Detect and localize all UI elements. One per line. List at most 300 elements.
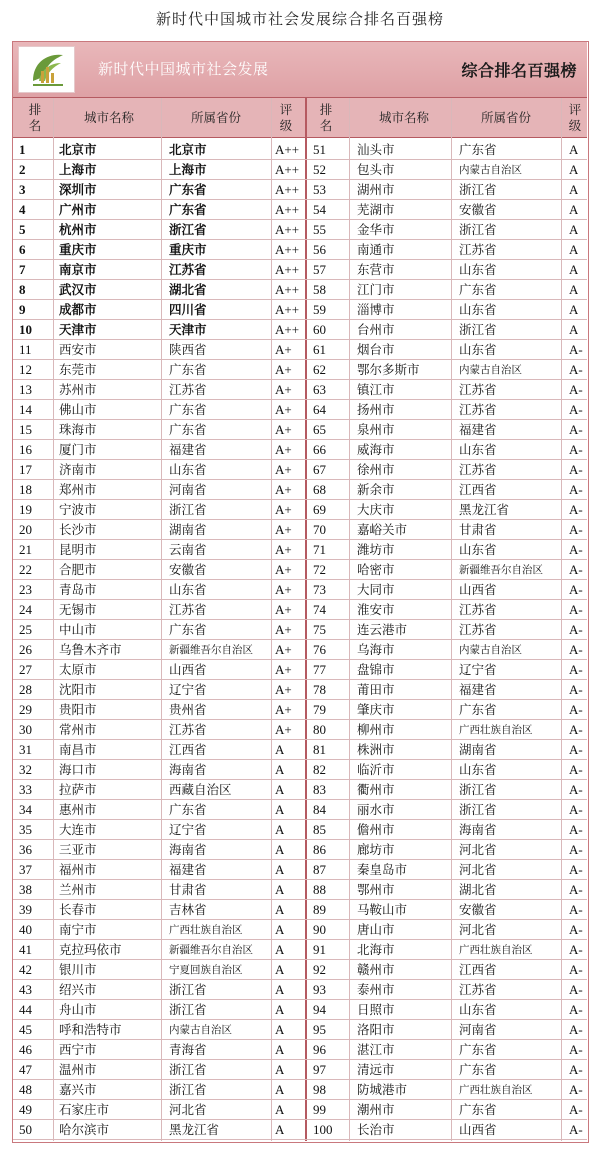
table-row: [13, 740, 587, 760]
rank-cell: 78: [313, 682, 326, 697]
province-cell: 广东省: [459, 142, 497, 157]
city-cell: 苏州市: [59, 382, 97, 397]
rank-cell: 38: [19, 882, 32, 897]
grade-cell: A: [275, 1082, 285, 1097]
city-cell: 临沂市: [357, 762, 395, 777]
grade-cell: A-: [569, 442, 583, 457]
province-cell: 宁夏回族自治区: [169, 964, 243, 976]
grade-cell: A-: [569, 762, 583, 777]
province-cell: 浙江省: [169, 1082, 207, 1097]
grade-cell: A-: [569, 882, 583, 897]
city-cell: 潍坊市: [357, 542, 395, 557]
table-row: [13, 360, 587, 380]
grade-cell: A++: [275, 322, 300, 337]
city-cell: 兰州市: [59, 882, 97, 897]
banner-left-title: 新时代中国城市社会发展: [98, 60, 269, 78]
rank-cell: 30: [19, 722, 32, 737]
rank-cell: 16: [19, 442, 32, 457]
table-body: [13, 140, 587, 1141]
city-cell: 乌海市: [357, 642, 395, 657]
rank-cell: 42: [19, 962, 32, 977]
grade-cell: A+: [275, 582, 292, 597]
rank-cell: 4: [19, 202, 26, 217]
city-cell: 绍兴市: [59, 982, 97, 997]
table-row: [13, 800, 587, 820]
rank-cell: 54: [313, 202, 326, 217]
grade-cell: A+: [275, 482, 292, 497]
province-cell: 江西省: [459, 482, 497, 497]
province-cell: 陕西省: [169, 342, 207, 357]
grade-cell: A: [569, 282, 579, 297]
rank-cell: 100: [313, 1122, 333, 1137]
city-cell: 贵阳市: [59, 702, 97, 717]
table-row: [13, 880, 587, 900]
province-cell: 广西壮族自治区: [459, 724, 533, 736]
city-cell: 大庆市: [357, 502, 395, 517]
grade-cell: A-: [569, 362, 583, 377]
grade-cell: A: [275, 882, 285, 897]
table-row: [13, 320, 587, 340]
rank-cell: 98: [313, 1082, 326, 1097]
city-cell: 昆明市: [59, 542, 97, 557]
logo-emblem-icon: [19, 47, 76, 94]
province-cell: 广东省: [169, 182, 207, 197]
province-cell: 浙江省: [169, 982, 207, 997]
grade-cell: A-: [569, 782, 583, 797]
city-cell: 上海市: [59, 162, 97, 177]
rank-cell: 47: [19, 1062, 32, 1077]
city-cell: 佛山市: [59, 402, 97, 417]
rank-cell: 85: [313, 822, 326, 837]
table-row: [13, 960, 587, 980]
grade-cell: A: [569, 222, 579, 237]
grade-cell: A-: [569, 722, 583, 737]
province-cell: 江苏省: [459, 382, 497, 397]
rank-cell: 33: [19, 782, 32, 797]
table-row: [13, 400, 587, 420]
province-cell: 浙江省: [169, 502, 207, 517]
rank-cell: 60: [313, 322, 326, 337]
province-cell: 海南省: [169, 762, 207, 777]
province-cell: 山西省: [459, 1122, 497, 1137]
rank-cell: 55: [313, 222, 326, 237]
province-cell: 上海市: [169, 162, 207, 177]
grade-cell: A+: [275, 642, 292, 657]
header-city: 城市名称: [83, 110, 134, 125]
province-cell: 广东省: [169, 802, 207, 817]
table-row: [13, 780, 587, 800]
rank-cell: 36: [19, 842, 32, 857]
grade-cell: A: [275, 1002, 285, 1017]
city-cell: 深圳市: [59, 182, 97, 197]
table-row: [13, 1060, 587, 1080]
province-cell: 广东省: [459, 1062, 497, 1077]
rank-cell: 45: [19, 1022, 32, 1037]
province-cell: 新疆维吾尔自治区: [169, 944, 253, 956]
rank-cell: 69: [313, 502, 326, 517]
city-cell: 连云港市: [357, 622, 408, 637]
rank-cell: 14: [19, 402, 32, 417]
city-cell: 泉州市: [357, 422, 395, 437]
city-cell: 赣州市: [357, 962, 395, 977]
rank-cell: 44: [19, 1002, 32, 1017]
rank-cell: 79: [313, 702, 326, 717]
province-cell: 山西省: [169, 662, 207, 677]
table-header: [13, 98, 587, 138]
table-row: [13, 940, 587, 960]
table-row: [13, 920, 587, 940]
city-cell: 湖州市: [357, 182, 395, 197]
province-cell: 浙江省: [169, 1062, 207, 1077]
grade-cell: A: [569, 302, 579, 317]
rank-cell: 95: [313, 1022, 326, 1037]
grade-cell: A-: [569, 342, 583, 357]
grade-cell: A: [275, 1062, 285, 1077]
province-cell: 天津市: [169, 322, 207, 337]
grade-cell: A+: [275, 542, 292, 557]
city-cell: 清远市: [357, 1062, 395, 1077]
province-cell: 青海省: [169, 1042, 207, 1057]
grade-cell: A: [275, 1122, 285, 1137]
rank-cell: 83: [313, 782, 326, 797]
grade-cell: A: [569, 162, 579, 177]
city-cell: 肇庆市: [357, 702, 395, 717]
city-cell: 南宁市: [59, 922, 97, 937]
grade-cell: A-: [569, 542, 583, 557]
province-cell: 山东省: [459, 762, 497, 777]
table-row: [13, 140, 587, 160]
province-cell: 湖南省: [459, 742, 497, 757]
grade-cell: A: [275, 762, 285, 777]
table-row: [13, 280, 587, 300]
province-cell: 内蒙古自治区: [459, 364, 522, 376]
rank-cell: 89: [313, 902, 326, 917]
city-cell: 宁波市: [59, 502, 97, 517]
grade-cell: A-: [569, 902, 583, 917]
city-cell: 乌鲁木齐市: [59, 642, 122, 657]
grade-cell: A-: [569, 1002, 583, 1017]
rank-cell: 76: [313, 642, 326, 657]
rank-cell: 10: [19, 322, 32, 337]
rank-cell: 99: [313, 1102, 326, 1117]
grade-cell: A++: [275, 182, 300, 197]
rank-cell: 84: [313, 802, 326, 817]
rank-cell: 20: [19, 522, 32, 537]
city-cell: 大同市: [357, 582, 395, 597]
table-row: [13, 480, 587, 500]
rank-cell: 12: [19, 362, 32, 377]
rank-cell: 21: [19, 542, 32, 557]
province-cell: 重庆市: [169, 242, 207, 257]
city-cell: 克拉玛依市: [59, 942, 122, 957]
rank-cell: 62: [313, 362, 326, 377]
rank-cell: 68: [313, 482, 326, 497]
province-cell: 浙江省: [459, 222, 497, 237]
province-cell: 广东省: [169, 362, 207, 377]
rank-cell: 29: [19, 702, 32, 717]
province-cell: 西藏自治区: [169, 782, 232, 797]
grade-cell: A+: [275, 342, 292, 357]
city-cell: 台州市: [357, 322, 395, 337]
table-row: [13, 600, 587, 620]
grade-cell: A+: [275, 362, 292, 377]
province-cell: 福建省: [459, 422, 497, 437]
grade-cell: A-: [569, 422, 583, 437]
city-cell: 杭州市: [59, 222, 97, 237]
grade-cell: A-: [569, 982, 583, 997]
grade-cell: A: [275, 982, 285, 997]
grade-cell: A: [275, 1102, 285, 1117]
grade-cell: A-: [569, 742, 583, 757]
province-cell: 江苏省: [459, 402, 497, 417]
rank-cell: 87: [313, 862, 326, 877]
province-cell: 浙江省: [169, 1002, 207, 1017]
grade-cell: A-: [569, 702, 583, 717]
province-cell: 山东省: [459, 302, 497, 317]
province-cell: 江苏省: [169, 262, 207, 277]
rank-cell: 88: [313, 882, 326, 897]
logo: [18, 46, 75, 93]
table-row: [13, 260, 587, 280]
grade-cell: A: [275, 922, 285, 937]
city-cell: 长沙市: [59, 522, 97, 537]
rank-cell: 96: [313, 1042, 326, 1057]
grade-cell: A-: [569, 862, 583, 877]
city-cell: 武汉市: [59, 282, 97, 297]
city-cell: 防城港市: [357, 1082, 408, 1097]
rank-cell: 35: [19, 822, 32, 837]
province-cell: 河南省: [169, 482, 207, 497]
grade-cell: A-: [569, 402, 583, 417]
city-cell: 淄博市: [357, 302, 395, 317]
city-cell: 马鞍山市: [357, 902, 408, 917]
table-row: [13, 300, 587, 320]
table-row: [13, 720, 587, 740]
city-cell: 长治市: [357, 1122, 395, 1137]
grade-cell: A: [275, 822, 285, 837]
table-row: [13, 560, 587, 580]
city-cell: 东营市: [357, 262, 395, 277]
rank-cell: 74: [313, 602, 326, 617]
grade-cell: A+: [275, 422, 292, 437]
city-cell: 盘锦市: [357, 662, 395, 677]
grade-cell: A-: [569, 662, 583, 677]
table-row: [13, 220, 587, 240]
rank-cell: 31: [19, 742, 32, 757]
rank-cell: 90: [313, 922, 326, 937]
table-row: [13, 1000, 587, 1020]
grade-cell: A++: [275, 282, 300, 297]
grade-cell: A-: [569, 1022, 583, 1037]
rank-cell: 40: [19, 922, 32, 937]
city-cell: 成都市: [59, 302, 97, 317]
grade-cell: A-: [569, 1062, 583, 1077]
rank-cell: 93: [313, 982, 326, 997]
city-cell: 江门市: [357, 282, 395, 297]
province-cell: 广东省: [459, 1042, 497, 1057]
province-cell: 云南省: [169, 542, 207, 557]
rank-cell: 25: [19, 622, 32, 637]
city-cell: 徐州市: [357, 462, 395, 477]
province-cell: 新疆维吾尔自治区: [459, 564, 543, 576]
banner: [13, 42, 587, 98]
province-cell: 广东省: [169, 202, 207, 217]
table-row: [13, 700, 587, 720]
grade-cell: A: [275, 1042, 285, 1057]
grade-cell: A-: [569, 382, 583, 397]
grade-cell: A: [275, 802, 285, 817]
grade-cell: A-: [569, 682, 583, 697]
province-cell: 湖北省: [169, 282, 207, 297]
province-cell: 广西壮族自治区: [459, 944, 533, 956]
city-cell: 三亚市: [59, 842, 97, 857]
province-cell: 江苏省: [459, 982, 497, 997]
city-cell: 天津市: [59, 322, 97, 337]
rank-cell: 34: [19, 802, 32, 817]
grade-cell: A-: [569, 962, 583, 977]
rank-cell: 64: [313, 402, 326, 417]
city-cell: 郑州市: [59, 482, 97, 497]
province-cell: 江苏省: [169, 382, 207, 397]
province-cell: 浙江省: [459, 782, 497, 797]
province-cell: 江西省: [169, 742, 207, 757]
table-row: [13, 520, 587, 540]
rank-cell: 9: [19, 302, 26, 317]
province-cell: 广东省: [169, 622, 207, 637]
rank-cell: 7: [19, 262, 26, 277]
province-cell: 浙江省: [459, 322, 497, 337]
grade-cell: A+: [275, 722, 292, 737]
rank-cell: 57: [313, 262, 326, 277]
city-cell: 舟山市: [59, 1002, 97, 1017]
city-cell: 重庆市: [59, 242, 97, 257]
grade-cell: A-: [569, 502, 583, 517]
rank-cell: 3: [19, 182, 26, 197]
city-cell: 包头市: [357, 162, 395, 177]
grade-cell: A: [569, 202, 579, 217]
city-cell: 洛阳市: [357, 1022, 395, 1037]
rank-cell: 52: [313, 162, 326, 177]
province-cell: 浙江省: [169, 222, 207, 237]
grade-cell: A: [275, 902, 285, 917]
grade-cell: A++: [275, 262, 300, 277]
city-cell: 济南市: [59, 462, 97, 477]
table-row: [13, 760, 587, 780]
province-cell: 四川省: [169, 302, 207, 317]
province-cell: 内蒙古自治区: [459, 644, 522, 656]
rank-cell: 77: [313, 662, 326, 677]
city-cell: 新余市: [357, 482, 395, 497]
city-cell: 温州市: [59, 1062, 97, 1077]
rank-cell: 17: [19, 462, 32, 477]
province-cell: 内蒙古自治区: [169, 1024, 232, 1036]
province-cell: 北京市: [169, 142, 207, 157]
rank-cell: 66: [313, 442, 326, 457]
province-cell: 广东省: [169, 422, 207, 437]
city-cell: 南通市: [357, 242, 395, 257]
rank-cell: 49: [19, 1102, 32, 1117]
province-cell: 广东省: [459, 1102, 497, 1117]
city-cell: 秦皇岛市: [357, 862, 408, 877]
grade-cell: A: [275, 782, 285, 797]
rank-cell: 56: [313, 242, 326, 257]
rank-cell: 5: [19, 222, 26, 237]
grade-cell: A-: [569, 482, 583, 497]
province-cell: 河北省: [169, 1102, 207, 1117]
rank-cell: 86: [313, 842, 326, 857]
rank-cell: 92: [313, 962, 326, 977]
province-cell: 辽宁省: [459, 662, 497, 677]
province-cell: 辽宁省: [169, 682, 207, 697]
city-cell: 哈密市: [357, 562, 395, 577]
table-row: [13, 1120, 587, 1140]
city-cell: 北京市: [59, 142, 97, 157]
table-row: [13, 680, 587, 700]
grade-cell: A+: [275, 442, 292, 457]
province-cell: 安徽省: [459, 902, 497, 917]
rank-cell: 65: [313, 422, 326, 437]
city-cell: 湛江市: [357, 1042, 395, 1057]
rank-cell: 28: [19, 682, 32, 697]
rank-cell: 73: [313, 582, 326, 597]
grade-cell: A+: [275, 402, 292, 417]
rank-cell: 67: [313, 462, 326, 477]
grade-cell: A-: [569, 1122, 583, 1137]
rank-cell: 71: [313, 542, 326, 557]
province-cell: 吉林省: [169, 902, 207, 917]
province-cell: 福建省: [459, 682, 497, 697]
rank-cell: 46: [19, 1042, 32, 1057]
grade-cell: A: [569, 262, 579, 277]
province-cell: 河南省: [459, 1022, 497, 1037]
rank-cell: 97: [313, 1062, 326, 1077]
header-province: 所属省份: [190, 110, 241, 125]
grade-cell: A-: [569, 602, 583, 617]
grade-cell: A: [275, 1022, 285, 1037]
province-cell: 安徽省: [169, 562, 207, 577]
province-cell: 海南省: [169, 842, 207, 857]
province-cell: 甘肃省: [169, 882, 207, 897]
grade-cell: A+: [275, 522, 292, 537]
grade-cell: A: [569, 182, 579, 197]
province-cell: 湖北省: [459, 882, 497, 897]
city-cell: 大连市: [59, 822, 97, 837]
city-cell: 中山市: [59, 622, 97, 637]
rank-cell: 23: [19, 582, 32, 597]
ranking-table: [12, 41, 589, 1143]
city-cell: 惠州市: [59, 802, 97, 817]
grade-cell: A: [275, 962, 285, 977]
rank-cell: 81: [313, 742, 326, 757]
province-cell: 河北省: [459, 922, 497, 937]
province-cell: 湖南省: [169, 522, 207, 537]
grade-cell: A+: [275, 662, 292, 677]
table-row: [13, 860, 587, 880]
grade-cell: A: [569, 242, 579, 257]
city-cell: 莆田市: [357, 682, 395, 697]
province-cell: 江苏省: [169, 602, 207, 617]
city-cell: 扬州市: [357, 402, 395, 417]
grade-cell: A++: [275, 142, 300, 157]
city-cell: 潮州市: [357, 1102, 395, 1117]
table-row: [13, 660, 587, 680]
table-row: [13, 1080, 587, 1100]
province-cell: 安徽省: [459, 202, 497, 217]
city-cell: 哈尔滨市: [59, 1122, 110, 1137]
table-row: [13, 1040, 587, 1060]
city-cell: 鄂尔多斯市: [357, 362, 420, 377]
province-cell: 黑龙江省: [169, 1122, 220, 1137]
